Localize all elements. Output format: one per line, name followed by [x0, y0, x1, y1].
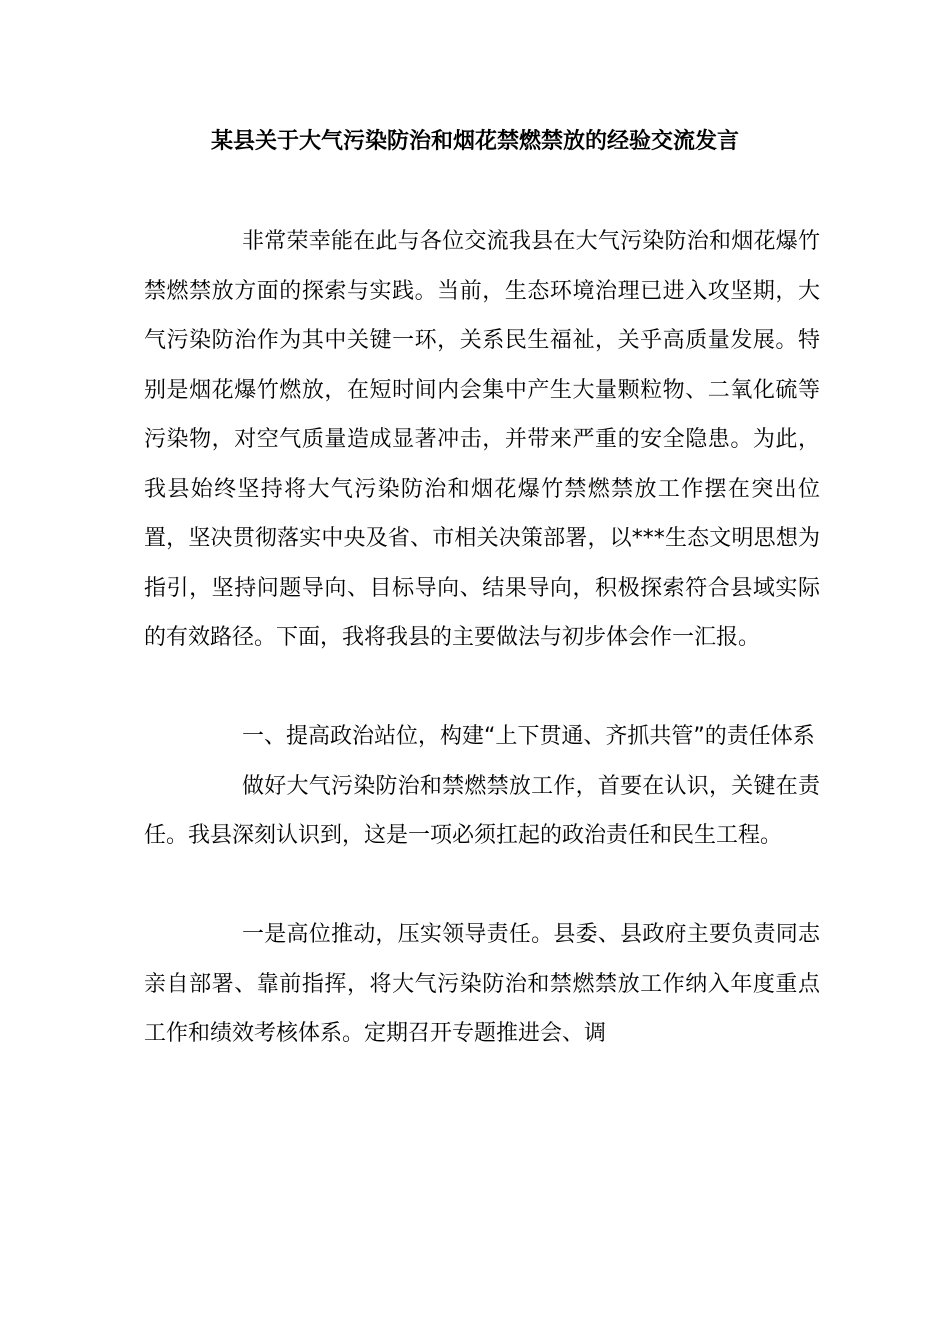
- document-title: 某县关于大气污染防治和烟花禁燃禁放的经验交流发言: [210, 129, 739, 154]
- intro-paragraph: 非常荣幸能在此与各位交流我县在大气污染防治和烟花爆竹禁燃禁放方面的探索与实践。当前，生态环境治理已进入攻坚期，大气污染防治作为其中关键一环，关系民生福祉，关乎高质量发展。特别是烟花爆竹燃放，在短时间内会集中产生大量颗粒物、二氧化硫等污染物，对空气质量造成显著冲击，并带来严重的安全隐患。为此，我县始终坚持将大气污染防治和烟花爆竹禁燃禁放工作摆在突出位置，坚决贯彻落实中央及省、市相关决策部署，以***生态文明思想为指引，坚持问题导向、目标导向、结果导向，积极探索符合县域实际的有效路径。下面，我将我县的主要做法与初步体会作一汇报。: [144, 229, 820, 650]
- section-heading: 一、提高政治站位，构建“上下贯通、齐抓共管”的责任体系: [242, 724, 815, 749]
- section-intro-paragraph: 做好大气污染防治和禁燃禁放工作，首要在认识，关键在责任。我县深刻认识到，这是一项必须扛起的政治责任和民生工程。: [144, 773, 820, 848]
- point-one-paragraph: 一是高位推动，压实领导责任。县委、县政府主要负责同志亲自部署、靠前指挥，将大气污染防治和禁燃禁放工作纳入年度重点工作和绩效考核体系。定期召开专题推进会、调: [144, 922, 820, 1046]
- paragraph-gap: [144, 861, 820, 911]
- document-body: [144, 217, 820, 1059]
- paragraph-gap: [144, 663, 820, 713]
